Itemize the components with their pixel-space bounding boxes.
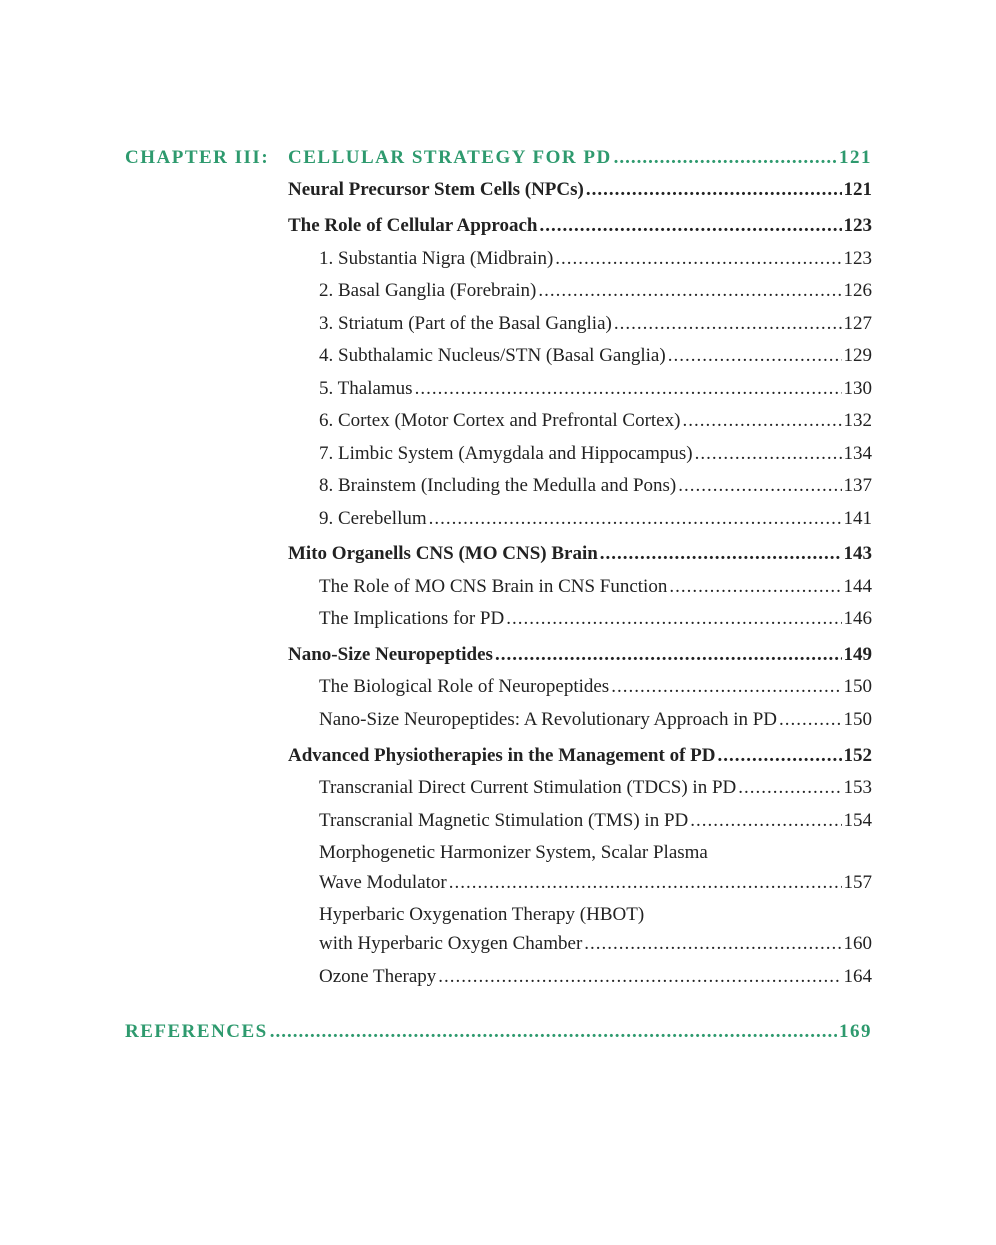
dot-leader bbox=[779, 708, 841, 732]
toc-section[interactable] bbox=[288, 542, 872, 566]
toc-page-number: 152 bbox=[843, 745, 872, 766]
toc-page-number: 130 bbox=[843, 378, 872, 399]
toc-entry-title: CELLULAR STRATEGY FOR PD bbox=[288, 147, 612, 168]
toc-page-number: 134 bbox=[843, 443, 872, 464]
toc-subsection[interactable] bbox=[319, 409, 872, 433]
toc-subsection[interactable] bbox=[319, 312, 872, 336]
toc-page-number: 121 bbox=[843, 179, 872, 200]
dot-leader bbox=[438, 965, 841, 989]
toc-page-number: 126 bbox=[843, 280, 872, 301]
toc-page-number: 157 bbox=[843, 872, 872, 893]
toc-subsection[interactable] bbox=[319, 871, 872, 895]
toc-subsection[interactable] bbox=[319, 344, 872, 368]
toc-entry-title: Ozone Therapy bbox=[319, 966, 437, 987]
dot-leader bbox=[614, 312, 842, 336]
toc-subsection[interactable] bbox=[319, 279, 872, 303]
toc-section[interactable] bbox=[288, 643, 872, 667]
dot-leader bbox=[717, 744, 841, 768]
dot-leader bbox=[611, 675, 841, 699]
toc-page-number: 160 bbox=[843, 933, 872, 954]
toc-page-number: 164 bbox=[843, 966, 872, 987]
toc-page-number: 121 bbox=[839, 147, 872, 168]
toc-page-number: 141 bbox=[843, 508, 872, 529]
dot-leader bbox=[690, 809, 841, 833]
toc-entry-title: 2. Basal Ganglia (Forebrain) bbox=[319, 280, 537, 301]
toc-entry-title: The Role of Cellular Approach bbox=[288, 215, 538, 236]
toc-entry-title: 7. Limbic System (Amygdala and Hippocampus) bbox=[319, 443, 693, 464]
toc-entry-title: REFERENCES bbox=[125, 1021, 268, 1042]
toc-subsection[interactable] bbox=[319, 932, 872, 956]
dot-leader bbox=[600, 542, 842, 566]
toc-subsection[interactable] bbox=[319, 776, 872, 800]
toc-entry-title: 3. Striatum (Part of the Basal Ganglia) bbox=[319, 313, 612, 334]
toc-subsection-line1[interactable]: Morphogenetic Harmonizer System, Scalar Plasma bbox=[319, 842, 708, 863]
toc-page-number: 150 bbox=[843, 709, 872, 730]
toc-subsection[interactable] bbox=[319, 675, 872, 699]
dot-leader bbox=[429, 507, 842, 531]
dot-leader bbox=[586, 178, 842, 202]
toc-entry-title: Wave Modulator bbox=[319, 872, 447, 893]
toc-subsection[interactable] bbox=[319, 507, 872, 531]
toc-entry-title: with Hyperbaric Oxygen Chamber bbox=[319, 933, 583, 954]
toc-entry-title: Nano-Size Neuropeptides: A Revolutionary Approach in PD bbox=[319, 709, 778, 730]
dot-leader bbox=[669, 575, 841, 599]
toc-entry-title: Nano-Size Neuropeptides bbox=[288, 644, 493, 665]
toc-entry-title: 6. Cortex (Motor Cortex and Prefrontal Cortex) bbox=[319, 410, 681, 431]
toc-page-number: 143 bbox=[843, 543, 872, 564]
toc-subsection[interactable] bbox=[319, 377, 872, 401]
toc-entry-title: The Role of MO CNS Brain in CNS Function bbox=[319, 576, 668, 597]
toc-page-number: 146 bbox=[843, 608, 872, 629]
toc-section[interactable] bbox=[288, 214, 872, 238]
dot-leader bbox=[555, 247, 841, 271]
dot-leader bbox=[668, 344, 842, 368]
toc-subsection-line1[interactable]: Hyperbaric Oxygenation Therapy (HBOT) bbox=[319, 904, 645, 925]
toc-page-number: 123 bbox=[843, 248, 872, 269]
toc-entry-title: Advanced Physiotherapies in the Management of PD bbox=[288, 745, 716, 766]
toc-entry-title: Transcranial Magnetic Stimulation (TMS) in PD bbox=[319, 810, 689, 831]
toc-chapter-title[interactable] bbox=[288, 146, 872, 170]
toc-subsection[interactable] bbox=[319, 575, 872, 599]
toc-entry-title: Neural Precursor Stem Cells (NPCs) bbox=[288, 179, 584, 200]
toc-section[interactable] bbox=[288, 744, 872, 768]
dot-leader bbox=[738, 776, 841, 800]
toc-page-number: 144 bbox=[843, 576, 872, 597]
toc-page-number: 129 bbox=[843, 345, 872, 366]
toc-page-number: 149 bbox=[843, 644, 872, 665]
toc-page-number: 132 bbox=[843, 410, 872, 431]
toc-page-number: 137 bbox=[843, 475, 872, 496]
toc-page-number: 150 bbox=[843, 676, 872, 697]
toc-page-number: 154 bbox=[843, 810, 872, 831]
dot-leader bbox=[614, 146, 837, 170]
dot-leader bbox=[270, 1020, 837, 1044]
toc-entry-title: Mito Organells CNS (MO CNS) Brain bbox=[288, 543, 598, 564]
dot-leader bbox=[415, 377, 842, 401]
dot-leader bbox=[584, 932, 841, 956]
dot-leader bbox=[506, 607, 841, 631]
toc-page-number: 127 bbox=[843, 313, 872, 334]
toc-page-number: 169 bbox=[839, 1021, 872, 1042]
toc-entry-title: Transcranial Direct Current Stimulation (TDCS) in PD bbox=[319, 777, 737, 798]
toc-subsection[interactable] bbox=[319, 809, 872, 833]
dot-leader bbox=[538, 279, 841, 303]
toc-page-number: 123 bbox=[843, 215, 872, 236]
chapter-label: CHAPTER III: bbox=[125, 147, 270, 168]
toc-page-number: 153 bbox=[843, 777, 872, 798]
toc-entry-title: The Implications for PD bbox=[319, 608, 505, 629]
dot-leader bbox=[678, 474, 841, 498]
toc-entry-title: 4. Subthalamic Nucleus/STN (Basal Ganglia) bbox=[319, 345, 666, 366]
toc-entry-title: 9. Cerebellum bbox=[319, 508, 427, 529]
toc-section[interactable] bbox=[288, 178, 872, 202]
toc-entry-title: 8. Brainstem (Including the Medulla and Pons) bbox=[319, 475, 677, 496]
toc-entry-title: 5. Thalamus bbox=[319, 378, 413, 399]
dot-leader bbox=[695, 442, 842, 466]
toc-subsection[interactable] bbox=[319, 442, 872, 466]
toc-subsection[interactable] bbox=[319, 607, 872, 631]
dot-leader bbox=[682, 409, 841, 433]
toc-subsection[interactable] bbox=[319, 965, 872, 989]
toc-subsection[interactable] bbox=[319, 247, 872, 271]
dot-leader bbox=[495, 643, 842, 667]
dot-leader bbox=[539, 214, 841, 238]
toc-entry-title: The Biological Role of Neuropeptides bbox=[319, 676, 610, 697]
toc-subsection[interactable] bbox=[319, 474, 872, 498]
dot-leader bbox=[449, 871, 842, 895]
toc-entry-title: 1. Substantia Nigra (Midbrain) bbox=[319, 248, 554, 269]
toc-subsection[interactable] bbox=[319, 708, 872, 732]
toc-references[interactable] bbox=[125, 1020, 872, 1044]
